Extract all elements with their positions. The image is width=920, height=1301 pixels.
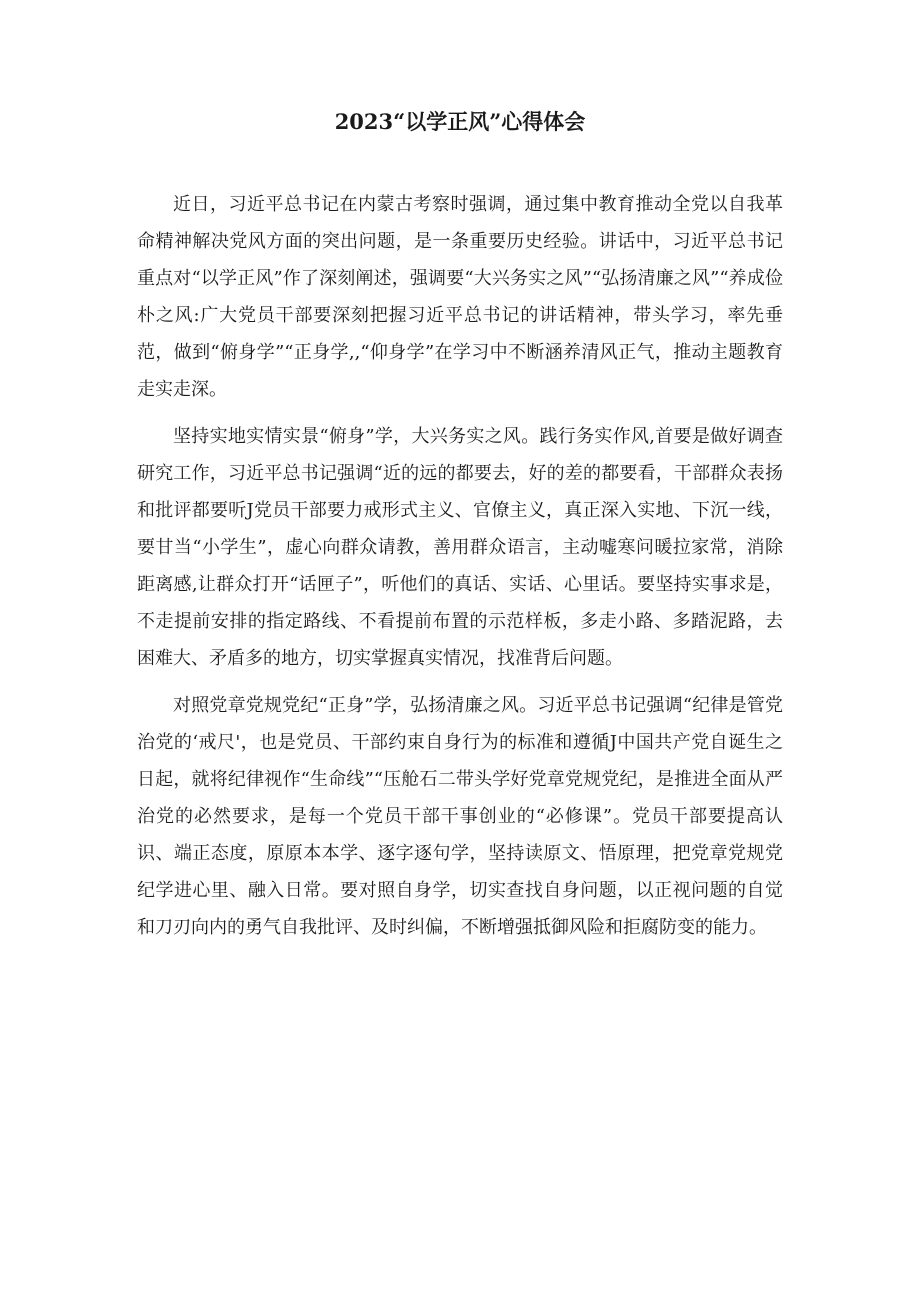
paragraph-intro: 近日，习近平总书记在内蒙古考察时强调，通过集中教育推动全党以自我革命精神解决党风方面的突出问题，是一条重要历史经验。讲话中，习近平总书记重点对“以学正风”作了深刻阐述，强调要“大兴务实之风”“弘扬清廉之风”“养成俭朴之风:广大党员干部要深刻把握习近平总书记的讲话精神，带头学习，率先垂范，做到“俯身学”“正身学,,“仰身学”在学习中不断涵养清风正气，推动主题教育走实走深。 [137, 194, 783, 400]
document-body [137, 186, 783, 956]
paragraph-pragmatic-style: 坚持实地实情实景“俯身”学，大兴务实之风。践行务实作风,首要是做好调查研究工作，习近平总书记强调“近的远的都要去，好的差的都要看，干部群众表扬和批评都要听J党员干部要力戒形式主义、官僚主义，真正深入实地、下沉一线，要甘当“小学生”，虚心向群众请教，善用群众语言，主动嘘寒问暖拉家常，消除距离感,让群众打开“话匣子”，听他们的真话、实话、心里话。要坚持实事求是，不走提前安排的指定路线、不看提前布置的示范样板，多走小路、多踏泥路，去困难大、矛盾多的地方，切实掌握真实情况，找准背后问题。 [137, 426, 783, 669]
paragraph-integrity-style: 对照党章党规党纪“正身”学，弘扬清廉之风。习近平总书记强调“纪律是管党治党的‘戒尺'，也是党员、干部约束自身行为的标准和遵循J中国共产党自诞生之日起，就将纪律视作“生命线”“压舱石二带头学好党章党规党纪，是推进全面从严治党的必然要求，是每一个党员干部干事创业的“必修课”。党员干部要提高认识、端正态度，原原本本学、逐字逐句学，坚持读原文、悟原理，把党章党规党纪学进心里、融入日常。要对照自身学，切实查找自身问题，以正视问题的自觉和刀刃向内的勇气自我批评、及时纠偏，不断增强抵御风险和拒腐防变的能力。 [137, 695, 783, 938]
document-title: 2023“以学正风”心得体会 [334, 109, 586, 134]
